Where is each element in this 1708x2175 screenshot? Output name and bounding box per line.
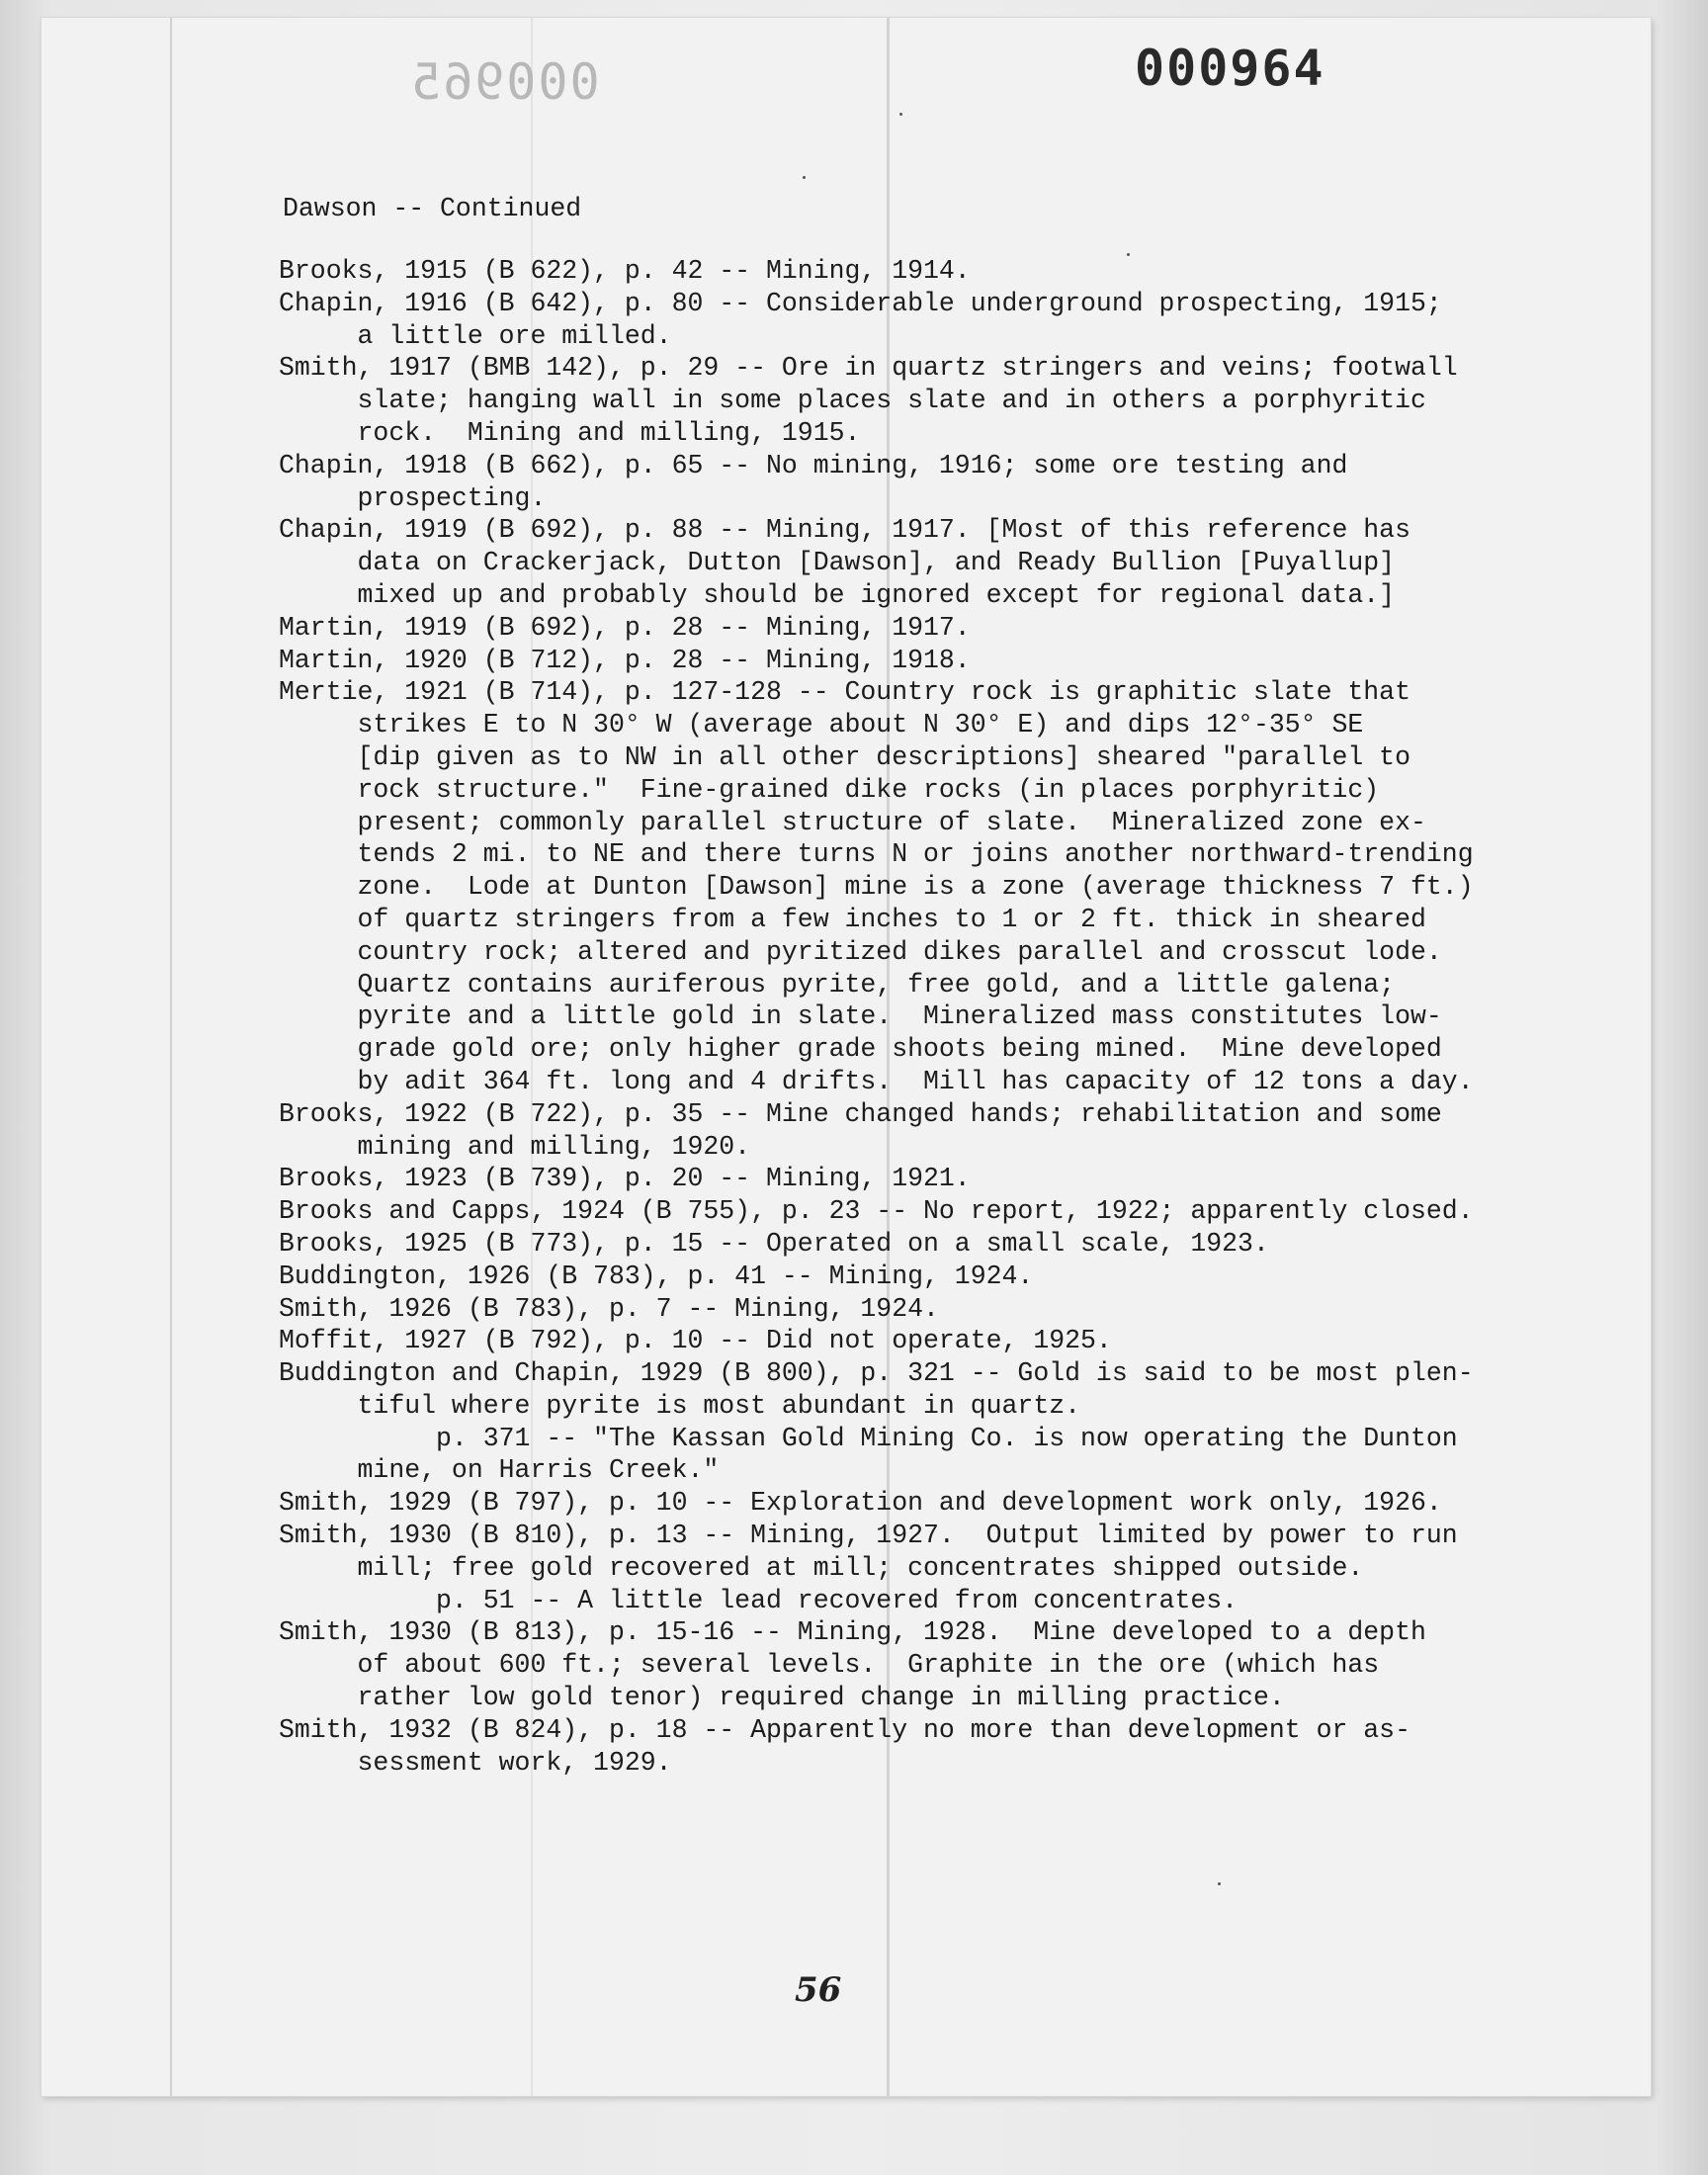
text-line: strikes E to N 30° W (average about N 30° E) and dips 12°-35° SE (279, 710, 1364, 740)
text-line: Moffit, 1927 (B 792), p. 10 -- Did not operate, 1925. (279, 1326, 1112, 1356)
text-line: [dip given as to NW in all other descriptions] sheared "parallel to (279, 741, 1410, 772)
text-line: Brooks, 1915 (B 622), p. 42 -- Mining, 1914. (279, 256, 971, 286)
document-page (42, 18, 1651, 2096)
text-line: of about 600 ft.; several levels. Graphite in the ore (which has (279, 1650, 1380, 1681)
text-line: Brooks and Capps, 1924 (B 755), p. 23 -- No report, 1922; apparently closed. (279, 1196, 1474, 1227)
text-line: Buddington, 1926 (B 783), p. 41 -- Mining, 1924. (279, 1261, 1034, 1291)
text-line: Smith, 1929 (B 797), p. 10 -- Exploration and development work only, 1926. (279, 1488, 1442, 1519)
scan-speck (899, 113, 902, 116)
text-line: Smith, 1926 (B 783), p. 7 -- Mining, 1924. (279, 1293, 939, 1324)
text-line: Smith, 1932 (B 824), p. 18 -- Apparently no more than development or as- (279, 1714, 1410, 1745)
text-line: pyrite and a little gold in slate. Mineralized mass constitutes low- (279, 1001, 1442, 1032)
bleed-through-stamp-number: 000965 (409, 53, 600, 111)
text-line: Smith, 1930 (B 810), p. 13 -- Mining, 1927. Output limited by power to run (279, 1521, 1458, 1551)
text-line: Brooks, 1922 (B 722), p. 35 -- Mine changed hands; rehabilitation and some (279, 1098, 1442, 1129)
text-line: mill; free gold recovered at mill; concentrates shipped outside. (279, 1552, 1364, 1583)
text-line: present; commonly parallel structure of slate. Mineralized zone ex- (279, 807, 1426, 837)
text-line: rock structure." Fine-grained dike rocks (in places porphyritic) (279, 774, 1380, 805)
text-line: Buddington and Chapin, 1929 (B 800), p. 321 -- Gold is said to be most plen- (279, 1358, 1474, 1389)
reference-list (279, 255, 1564, 1779)
text-line: Brooks, 1925 (B 773), p. 15 -- Operated on a small scale, 1923. (279, 1228, 1269, 1259)
text-line: mining and milling, 1920. (279, 1131, 751, 1162)
text-line: Martin, 1920 (B 712), p. 28 -- Mining, 1918. (279, 645, 971, 675)
page-number: 56 (795, 1970, 842, 2010)
text-line: grade gold ore; only higher grade shoots being mined. Mine developed (279, 1034, 1442, 1065)
text-line: sessment work, 1929. (279, 1747, 672, 1778)
text-line: Chapin, 1918 (B 662), p. 65 -- No mining, 1916; some ore testing and (279, 450, 1348, 480)
text-line: Martin, 1919 (B 692), p. 28 -- Mining, 1917. (279, 612, 971, 643)
scan-speck (803, 176, 806, 179)
text-line: Brooks, 1923 (B 739), p. 20 -- Mining, 1921. (279, 1164, 971, 1194)
text-line: mine, on Harris Creek." (279, 1455, 720, 1486)
text-line: prospecting. (279, 482, 547, 513)
scan-fold-line (170, 18, 172, 2096)
text-line: zone. Lode at Dunton [Dawson] mine is a zone (average thickness 7 ft.) (279, 872, 1474, 903)
text-line: Chapin, 1919 (B 692), p. 88 -- Mining, 1917. [Most of this reference has (279, 515, 1410, 546)
section-heading: Dawson -- Continued (283, 194, 582, 223)
text-line: rather low gold tenor) required change in milling practice. (279, 1683, 1285, 1713)
text-line: Smith, 1930 (B 813), p. 15-16 -- Mining, 1928. Mine developed to a depth (279, 1617, 1426, 1648)
text-line: Smith, 1917 (BMB 142), p. 29 -- Ore in quartz stringers and veins; footwall (279, 353, 1458, 384)
text-line: Quartz contains auriferous pyrite, free gold, and a little galena; (279, 969, 1396, 1000)
text-line: Mertie, 1921 (B 714), p. 127-128 -- Country rock is graphitic slate that (279, 677, 1410, 708)
text-line: p. 371 -- "The Kassan Gold Mining Co. is now operating the Dunton (279, 1423, 1458, 1453)
text-line: tends 2 mi. to NE and there turns N or joins another northward-trending (279, 839, 1474, 870)
text-line: country rock; altered and pyritized dikes parallel and crosscut lode. (279, 936, 1442, 967)
text-line: tiful where pyrite is most abundant in quartz. (279, 1390, 1081, 1421)
text-line: mixed up and probably should be ignored except for regional data.] (279, 579, 1396, 610)
text-line: Chapin, 1916 (B 642), p. 80 -- Considerable underground prospecting, 1915; (279, 288, 1442, 318)
text-line: by adit 364 ft. long and 4 drifts. Mill has capacity of 12 tons a day. (279, 1066, 1474, 1096)
text-line: a little ore milled. (279, 320, 672, 351)
scan-speck (1218, 1882, 1221, 1885)
text-line: p. 51 -- A little lead recovered from concentrates. (279, 1585, 1238, 1615)
text-line: slate; hanging wall in some places slate and in others a porphyritic (279, 386, 1426, 416)
stamp-number: 000964 (1135, 40, 1325, 97)
text-line: data on Crackerjack, Dutton [Dawson], and Ready Bullion [Puyallup] (279, 548, 1396, 578)
text-line: rock. Mining and milling, 1915. (279, 417, 861, 448)
text-line: of quartz stringers from a few inches to 1 or 2 ft. thick in sheared (279, 904, 1426, 934)
